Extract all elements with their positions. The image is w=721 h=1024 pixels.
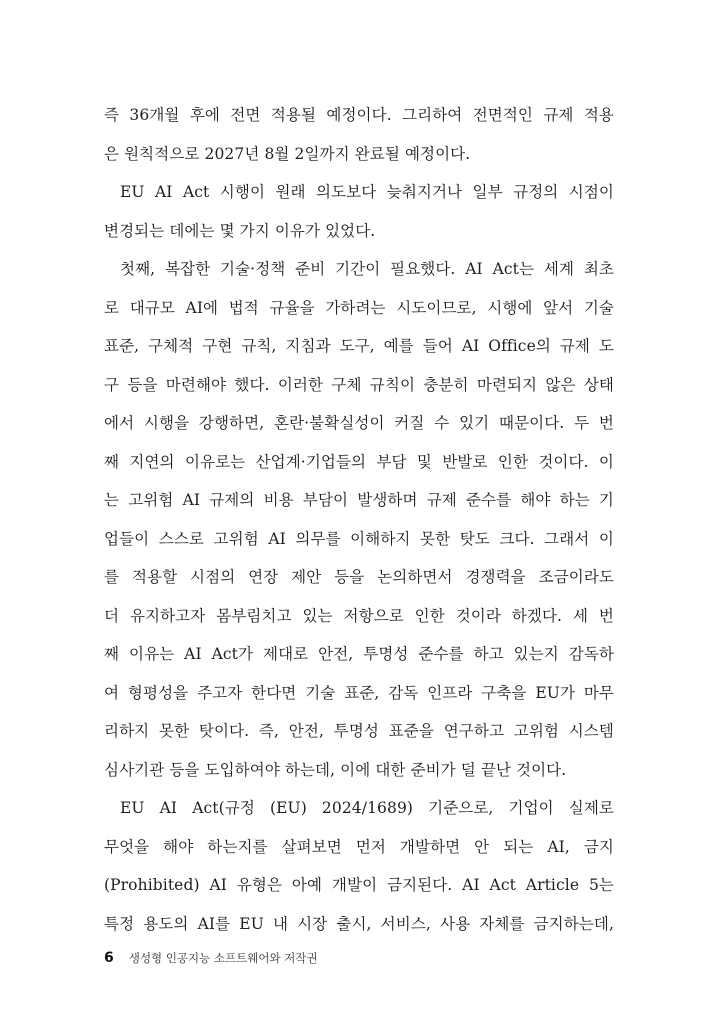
text-line: 변경되는 데에는 몇 가지 이유가 있었다. bbox=[104, 221, 376, 240]
text-line: 여 형평성을 주고자 한다면 기술 표준, 감독 인프라 구축을 EU가 마무 bbox=[104, 683, 614, 702]
text-line: 첫째, 복잡한 기술·정책 준비 기간이 필요했다. AI Act는 세계 최초 bbox=[120, 260, 614, 278]
text-line: EU AI Act(규정 (EU) 2024/1689) 기준으로, 기업이 실제로 bbox=[120, 799, 614, 817]
page-number: 6 bbox=[104, 950, 114, 966]
text-line: 를 적용할 시점의 연장 제안 등을 논의하면서 경쟁력을 조금이라도 bbox=[104, 568, 614, 586]
body-text bbox=[104, 96, 614, 943]
running-title: 생성형 인공지능 소프트웨어와 저작권 bbox=[128, 951, 318, 965]
text-line: EU AI Act 시행이 원래 의도보다 늦춰지거나 일부 규정의 시점이 bbox=[120, 183, 614, 201]
text-line: 표준, 구체적 구현 규칙, 지침과 도구, 예를 들어 AI Office의 규제 도 bbox=[104, 337, 614, 355]
text-line: 리하지 못한 탓이다. 즉, 안전, 투명성 표준을 연구하고 고위험 시스템 bbox=[104, 722, 614, 740]
text-line: 무엇을 해야 하는지를 살펴보면 먼저 개발하면 안 되는 AI, 금지 bbox=[104, 837, 614, 856]
text-line: (Prohibited) AI 유형은 아예 개발이 금지된다. AI Act Article 5는 bbox=[104, 876, 614, 894]
text-line: 로 대규모 AI에 법적 규율을 가하려는 시도이므로, 시행에 앞서 기술 bbox=[104, 298, 614, 317]
text-line: 째 이유는 AI Act가 제대로 안전, 투명성 준수를 하고 있는지 감독하 bbox=[104, 645, 614, 663]
page-footer bbox=[104, 947, 318, 967]
text-line: 째 지연의 이유로는 산업계·기업들의 부담 및 반발로 인한 것이다. 이 bbox=[104, 452, 614, 471]
text-line: 구 등을 마련해야 했다. 이러한 구체 규칙이 충분히 마련되지 않은 상태 bbox=[104, 375, 614, 394]
text-line: 즉 36개월 후에 전면 적용될 예정이다. 그리하여 전면적인 규제 적용 bbox=[104, 106, 614, 124]
text-line: 은 원칙적으로 2027년 8월 2일까지 완료될 예정이다. bbox=[104, 144, 471, 163]
text-line: 특정 용도의 AI를 EU 내 시장 출시, 서비스, 사용 자체를 금지하는데, bbox=[104, 914, 614, 933]
text-line: 심사기관 등을 도입하여야 하는데, 이에 대한 준비가 덜 끝난 것이다. bbox=[104, 760, 567, 779]
text-line: 는 고위험 AI 규제의 비용 부담이 발생하며 규제 준수를 해야 하는 기 bbox=[104, 491, 614, 509]
text-line: 에서 시행을 강행하면, 혼란·불확실성이 커질 수 있기 때문이다. 두 번 bbox=[104, 414, 614, 432]
text-line: 업들이 스스로 고위험 AI 의무를 이해하지 못한 탓도 크다. 그래서 이 bbox=[104, 529, 614, 548]
text-line: 더 유지하고자 몸부림치고 있는 저항으로 인한 것이라 하겠다. 세 번 bbox=[104, 606, 614, 625]
